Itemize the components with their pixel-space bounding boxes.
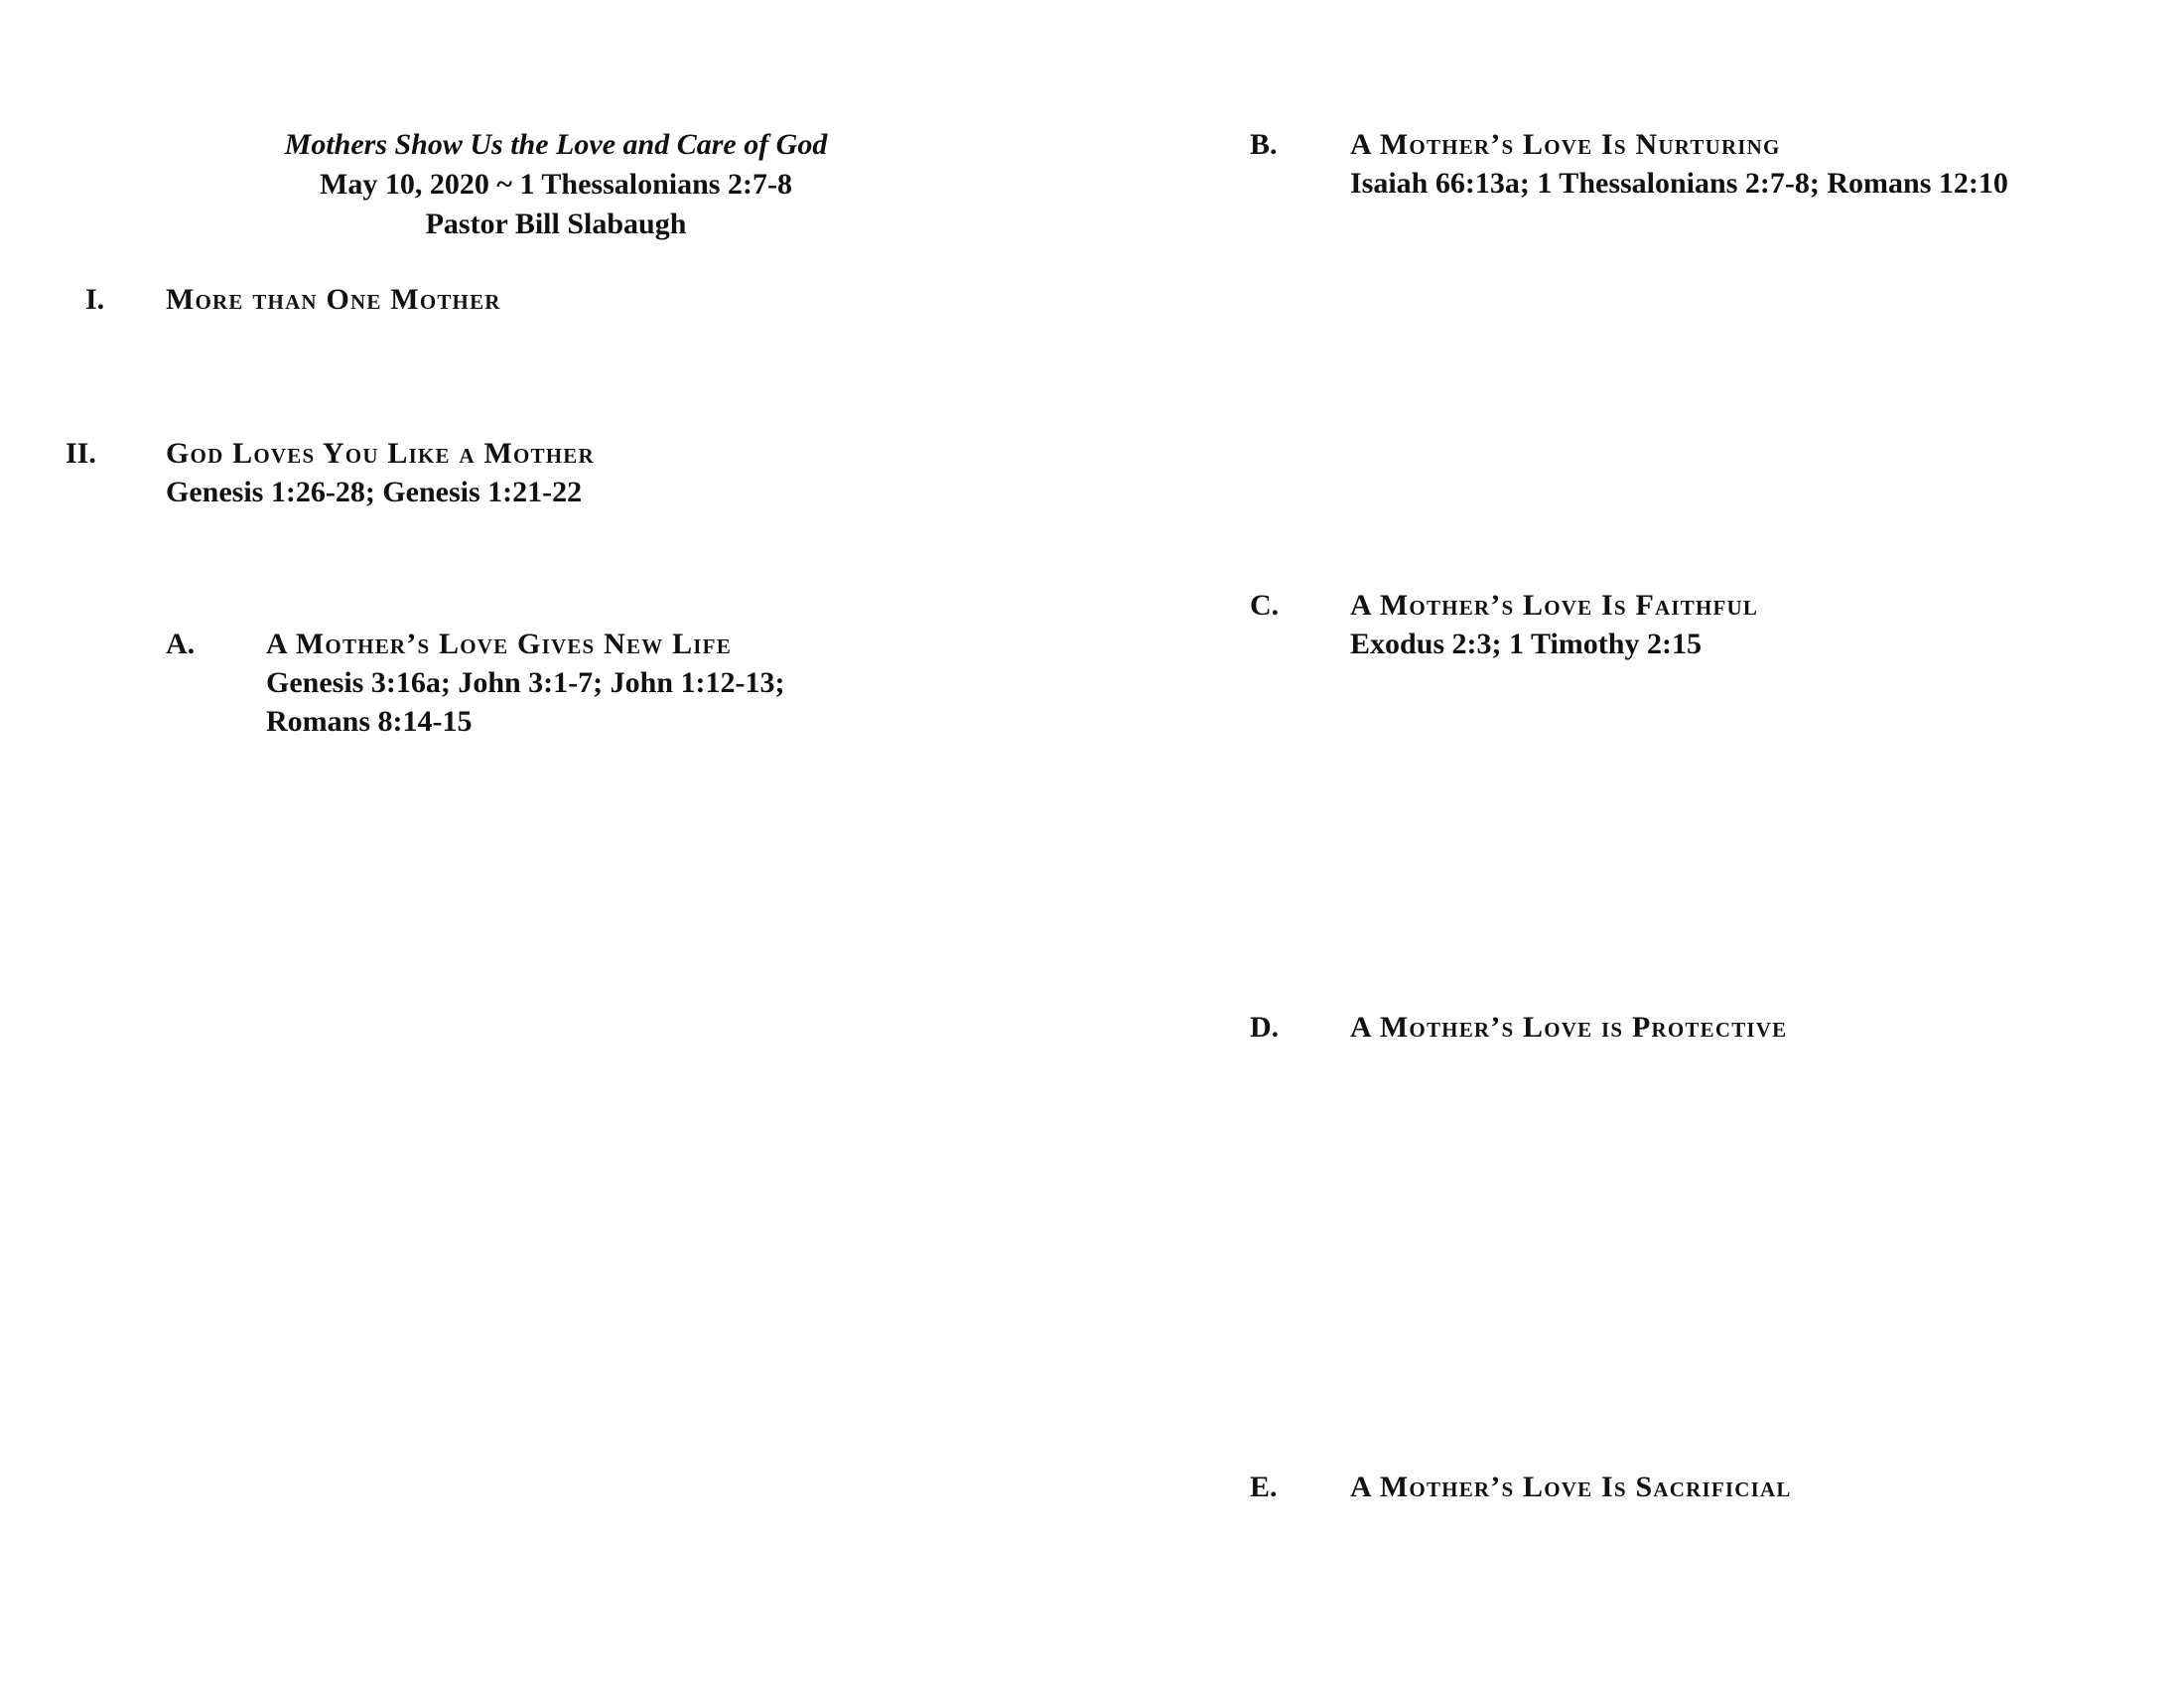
outline-point-1-heading: More than One Mother	[166, 283, 501, 316]
outline-sub-c	[1250, 586, 1758, 663]
outline-sub-e-heading: A Mother’s Love Is Sacrificial	[1350, 1471, 1792, 1503]
outline-sub-a-scripture-line-2: Romans 8:14-15	[266, 705, 473, 738]
outline-sub-b-scripture: Isaiah 66:13a; 1 Thessalonians 2:7-8; Romans 12:10	[1350, 167, 2008, 200]
sermon-date-scripture: May 10, 2020 ~ 1 Thessalonians 2:7-8	[320, 168, 792, 201]
outline-sub-d-heading: A Mother’s Love is Protective	[1350, 1011, 1788, 1044]
outline-sub-c-heading: A Mother’s Love Is Faithful	[1350, 589, 1759, 622]
outline-point-2	[66, 434, 595, 511]
outline-sub-c-scripture: Exodus 2:3; 1 Timothy 2:15	[1350, 628, 1702, 660]
outline-sub-d	[1250, 1008, 1787, 1047]
sermon-header	[159, 125, 953, 244]
outline-point-2-scripture: Genesis 1:26-28; Genesis 1:21-22	[166, 476, 583, 508]
outline-point-1	[85, 280, 501, 319]
outline-sub-e-letter: E.	[1250, 1471, 1278, 1503]
outline-point-2-number: II.	[66, 437, 96, 470]
outline-sub-b-letter: B.	[1250, 128, 1278, 161]
sermon-title: Mothers Show Us the Love and Care of God	[284, 128, 828, 161]
outline-sub-a-letter: A.	[166, 628, 196, 660]
outline-sub-d-letter: D.	[1250, 1011, 1280, 1044]
outline-sub-e	[1250, 1468, 1792, 1506]
outline-point-1-number: I.	[85, 283, 105, 316]
outline-sub-b	[1250, 125, 2008, 203]
outline-point-2-heading: God Loves You Like a Mother	[166, 437, 595, 470]
outline-sub-b-heading: A Mother’s Love Is Nurturing	[1350, 128, 1781, 161]
outline-sub-a-heading: A Mother’s Love Gives New Life	[266, 628, 732, 660]
sermon-speaker: Pastor Bill Slabaugh	[425, 208, 687, 240]
outline-sub-c-letter: C.	[1250, 589, 1280, 622]
outline-sub-a-scripture-line-1: Genesis 3:16a; John 3:1-7; John 1:12-13;	[266, 666, 785, 699]
outline-sub-a	[166, 625, 785, 741]
